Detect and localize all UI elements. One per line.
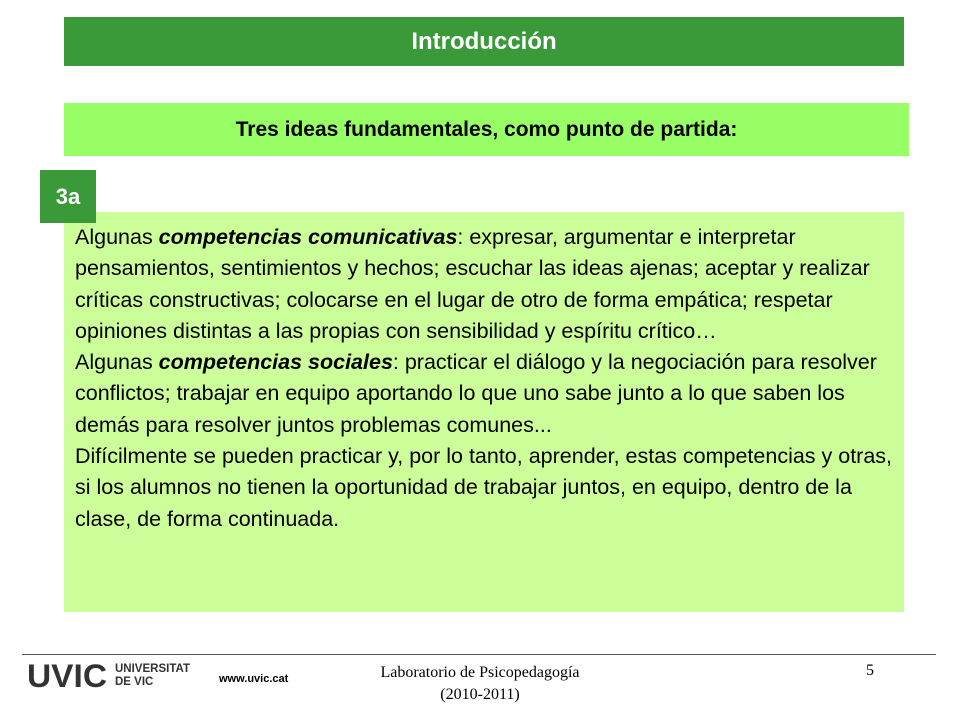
footer-divider bbox=[22, 654, 936, 655]
page-number: 5 bbox=[866, 662, 874, 679]
logo-wordmark: UVIC bbox=[27, 660, 107, 690]
footer-lab-name: Laboratorio de Psicopedagogía bbox=[380, 664, 580, 681]
paragraph-rest: : practicar el diálogo y la negociación para resolver conflictos; trabajar en equipo aportando lo que uno sabe junto a lo que saben los demás para resolver juntos problemas comunes... bbox=[75, 350, 877, 437]
paragraph-lead: Algunas bbox=[75, 225, 159, 249]
footer-years: (2010-2011) bbox=[440, 686, 520, 703]
footer-center bbox=[300, 662, 660, 706]
paragraph-communicative bbox=[75, 222, 895, 347]
slide-title: Introducción bbox=[64, 17, 904, 66]
paragraph-social bbox=[75, 347, 895, 441]
site-url-link[interactable]: www.uvic.cat bbox=[219, 673, 289, 685]
content-text bbox=[75, 222, 895, 535]
paragraph-lead: Algunas bbox=[75, 350, 159, 375]
slide-subtitle: Tres ideas fundamentales, como punto de partida: bbox=[64, 103, 909, 156]
section-badge: 3a bbox=[40, 170, 96, 223]
paragraph-conclusion: Difícilmente se pueden practicar y, por lo tanto, aprender, estas competencias y otras, si los alumnos no tienen la oportunidad de trabajar juntos, en equipo, dentro de la clase, de forma continuada. bbox=[75, 444, 893, 531]
paragraph-rest: : expresar, argumentar e interpretar pensamientos, sentimientos y hechos; escuchar las ideas ajenas; aceptar y realizar críticas constructivas; colocarse en el lugar de otro de forma empática; respetar opiniones distintas a las propias con sensibilidad y espíritu crítico… bbox=[75, 225, 870, 343]
uvic-logo bbox=[27, 660, 207, 690]
logo-line2: DE VIC bbox=[115, 676, 154, 688]
emphasis-communicative-competences: competencias comunicativas bbox=[158, 225, 458, 249]
logo-line1: UNIVERSITAT bbox=[115, 663, 190, 675]
emphasis-social-competences: competencias sociales bbox=[158, 350, 393, 375]
